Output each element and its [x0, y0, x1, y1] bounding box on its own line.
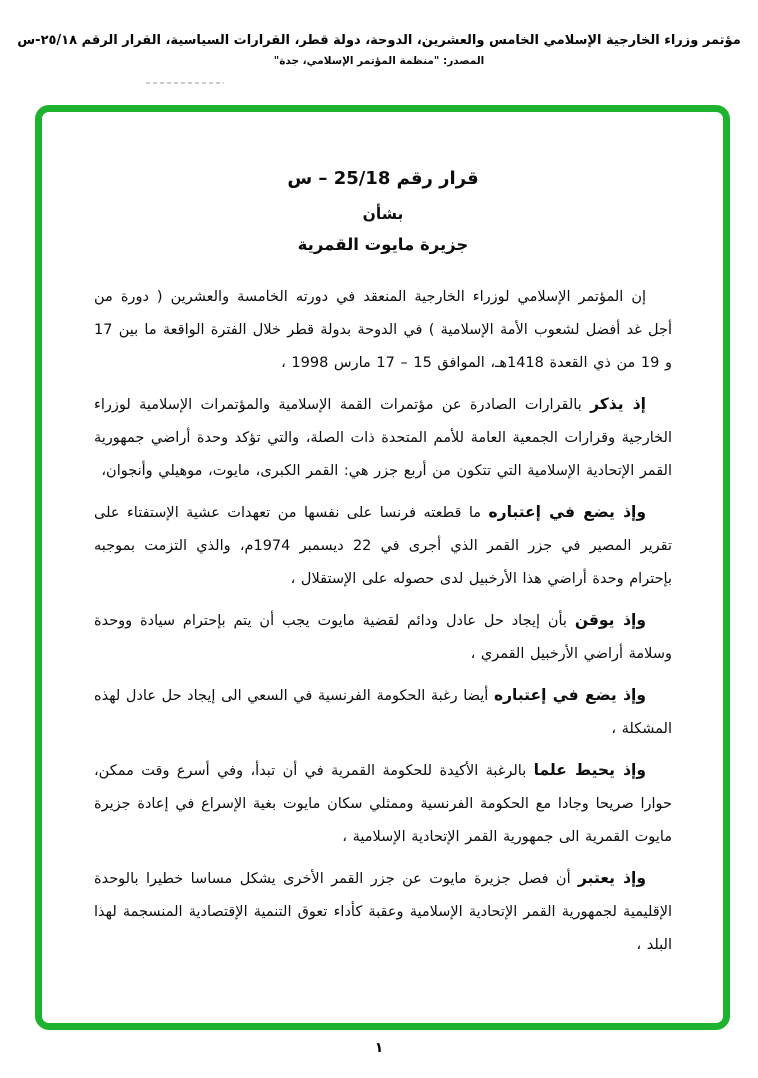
resolution-text	[94, 280, 672, 962]
paragraph-considering-french-desire	[94, 679, 672, 746]
regarding-label: بشأن	[362, 205, 404, 223]
paragraph-convinced	[94, 604, 672, 671]
paragraph-text: بأن إيجاد حل عادل ودائم لقضية مايوت يجب أن يتم بإحترام سيادة ووحدة وسلامة أراضي الأرخبيل القمري ،	[94, 613, 672, 662]
page-number: ١	[374, 1040, 384, 1056]
paragraph-text: ما قطعته فرنسا على نفسها من تعهدات عشية الإستفتاء على تقرير المصير في جزر القمر الذي أجرى في 22 ديسمبر 1974م، والذي التزمت بموجبه بإحترام وحدة أراضي هذا الأرخبيل لدى حصوله على الإستقلال ،	[94, 505, 672, 587]
paragraph-preamble	[94, 280, 672, 380]
header-source-line: المصدر: "منظمة المؤتمر الإسلامي، جدة"	[273, 55, 485, 67]
paragraph-taking-note	[94, 754, 672, 854]
paragraph-considering-france-pledge	[94, 496, 672, 596]
paragraph-lead: وإذ يوقن	[574, 611, 647, 629]
paragraph-text: إن المؤتمر الإسلامي لوزراء الخارجية المنعقد في دورته الخامسة والعشرين ( دورة من أجل غد أفضل لشعوب الأمة الإسلامية ) في الدوحة بدولة قطر خلال الفترة الواقعة ما بين 17 و 19 من ذي القعدة 1418هـ، الموافق 15 – 17 مارس 1998 ،	[94, 289, 672, 371]
paragraph-lead: إذ يذكر	[590, 395, 646, 413]
scan-artifact-dashes	[146, 82, 224, 84]
paragraph-lead: وإذ يضع في إعتباره	[493, 686, 647, 704]
paragraph-text: أن فصل جزيرة مايوت عن جزر القمر الأخرى يشكل مساسا خطيرا بالوحدة الإقليمية لجمهورية القمر الإتحادية الإسلامية وعقبة كأداء تعوق التنمية الإقتصادية المنسجمة لهذا البلد ،	[94, 871, 672, 953]
paragraph-text: بالقرارات الصادرة عن مؤتمرات القمة الإسلامية والمؤتمرات الإسلامية لوزراء الخارجية وقرارات الجمعية العامة للأمم المتحدة ذات الصلة، والتي تؤكد وحدة أراضي جمهورية القمر الإتحادية الإسلامية التي تتكون من أربع جزر هي: القمر الكبرى، مايوت، موهيلي وأنجوان،	[94, 397, 672, 479]
subject-title: جزيرة مايوت القمرية	[297, 235, 469, 254]
document-body	[94, 168, 672, 970]
paragraph-text: بالرغبة الأكيدة للحكومة القمرية في أن تبدأ، وفي أسرع وقت ممكن، حوارا صريحا وجادا مع الحكومة الفرنسية وممثلي سكان مايوت بغية الإسراع في إعادة جزيرة مايوت القمرية الى جمهورية القمر الإتحادية الإسلامية ،	[94, 763, 672, 845]
paragraph-lead: وإذ يحيط علما	[533, 761, 646, 779]
paragraph-lead: وإذ يضع في إعتباره	[488, 503, 646, 521]
paragraph-text: أيضا رغبة الحكومة الفرنسية في السعي الى إيجاد حل عادل لهذه المشكلة ،	[94, 688, 672, 737]
header-citation-line: مؤتمر وزراء الخارجية الإسلامي الخامس والعشرين، الدوحة، دولة قطر، القرارات السياسية، القرار الرقم ٢٥/١٨-س	[17, 33, 741, 48]
document-header	[0, 31, 758, 67]
resolution-number-title: قرار رقم 25/18 – س	[287, 168, 479, 189]
paragraph-considering-separation	[94, 862, 672, 962]
paragraph-recalling	[94, 388, 672, 488]
paragraph-lead: وإذ يعتبر	[578, 869, 647, 887]
title-block	[94, 168, 672, 254]
